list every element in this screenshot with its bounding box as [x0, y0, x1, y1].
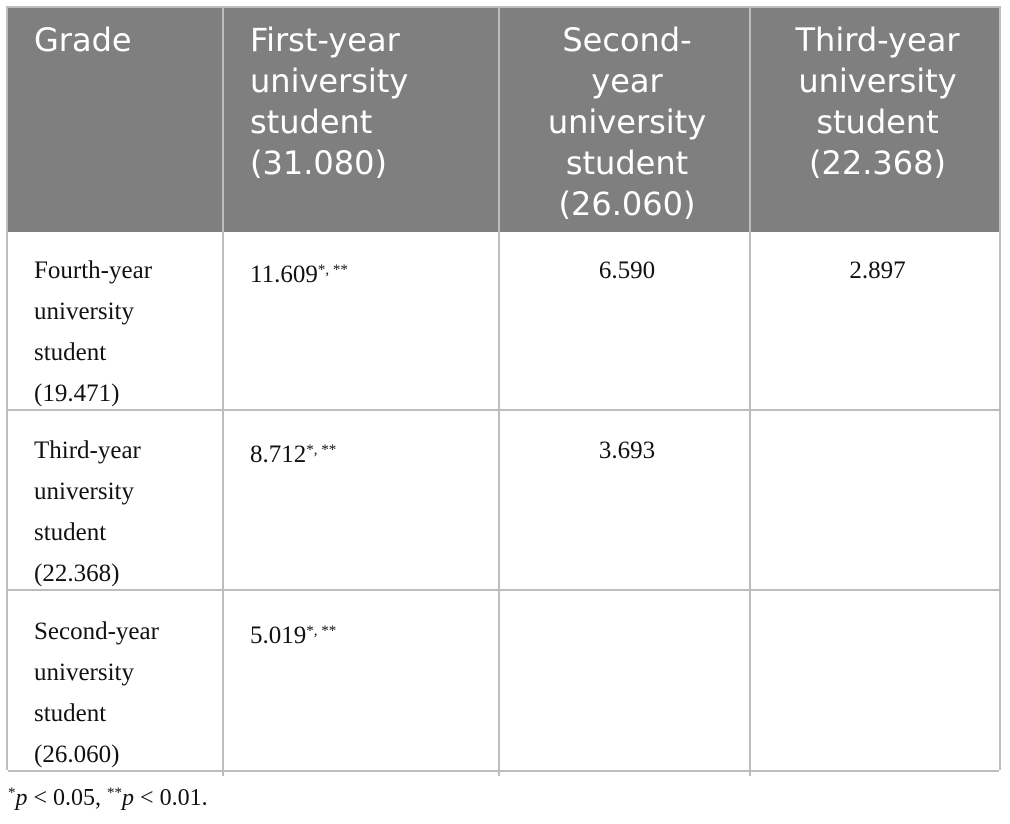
row-divider — [8, 409, 999, 411]
cell-fourth-vs-first: 11.609*, ** — [250, 261, 348, 288]
header-third-year: Third-year university student (22.368) — [795, 21, 960, 182]
row-label-second-year: Second-year university student (26.060) — [34, 618, 159, 768]
column-divider — [749, 8, 751, 776]
column-divider — [222, 8, 224, 776]
row-label-third-year: Third-year university student (22.368) — [34, 437, 141, 587]
row-divider — [8, 589, 999, 591]
cell-third-vs-first: 8.712*, ** — [250, 441, 337, 468]
header-grade: Grade — [34, 21, 132, 59]
comparison-table — [6, 6, 1001, 770]
header-first-year: First-year university student (31.080) — [250, 21, 409, 182]
column-divider — [498, 8, 500, 776]
cell-second-vs-first: 5.019*, ** — [250, 622, 337, 649]
cell-fourth-vs-second: 6.590 — [598, 257, 656, 284]
header-second-year: Second- year university student (26.060) — [547, 21, 707, 223]
table-footnote: *p < 0.05, **p < 0.01. — [8, 785, 208, 811]
row-label-fourth-year: Fourth-year university student (19.471) — [34, 257, 153, 407]
cell-third-vs-second: 3.693 — [598, 437, 656, 464]
row-divider — [8, 770, 999, 772]
cell-fourth-vs-third: 2.897 — [849, 257, 906, 284]
